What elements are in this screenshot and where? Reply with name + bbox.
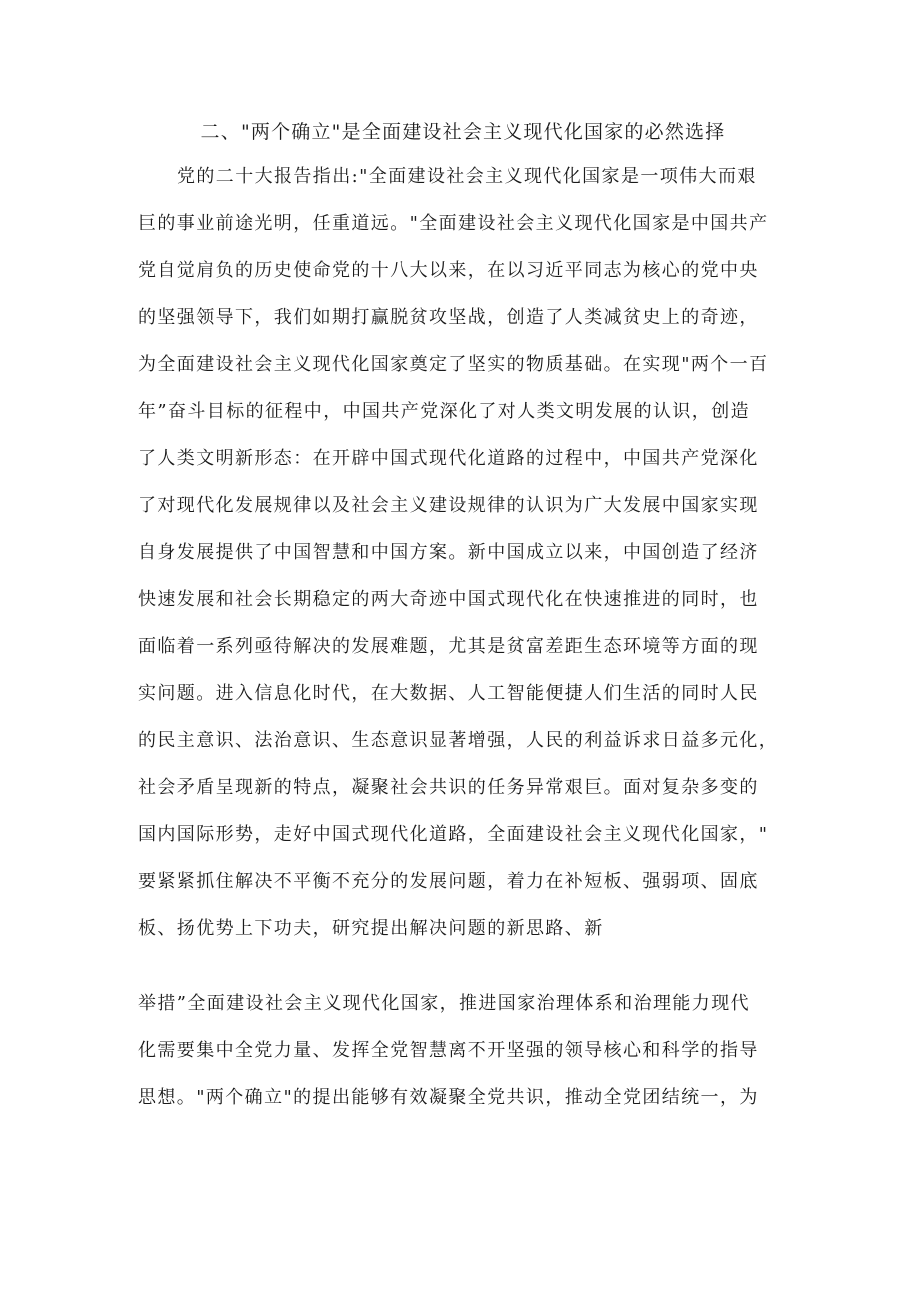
text-line: 巨的事业前途光明，任重道远。"全面建设社会主义现代化国家是中国共产 bbox=[138, 213, 769, 234]
text-line: 自身发展提供了中国智慧和中国方案。新中国成立以来，中国创造了经济 bbox=[138, 542, 759, 563]
text-line: 为全面建设社会主义现代化国家奠定了坚实的物质基础。在实现"两个一百 bbox=[138, 354, 769, 375]
text-line: 了对现代化发展规律以及社会主义建设规律的认识为广大发展中国家实现 bbox=[138, 495, 759, 516]
text-line: 的民主意识、法治意识、生态意识显著增强，人民的利益诉求日益多元化， bbox=[138, 730, 779, 751]
text-line: 年”奋斗目标的征程中，中国共产党深化了对人类文明发展的认识，创造 bbox=[138, 401, 750, 422]
text-line: 国内国际形势，走好中国式现代化道路，全面建设社会主义现代化国家，" bbox=[138, 824, 769, 845]
text-line: 了人类文明新形态：在开辟中国式现代化道路的过程中，中国共产党深化 bbox=[138, 448, 759, 469]
text-line: 党自觉肩负的历史使命党的十八大以来，在以习近平同志为核心的党中央 bbox=[138, 260, 759, 281]
text-line: 思想。"两个确立"的提出能够有效凝聚全党共识，推动全党团结统一，为 bbox=[138, 1087, 759, 1108]
text-line: 党的二十大报告指出:"全面建设社会主义现代化国家是一项伟大而艰 bbox=[177, 166, 757, 187]
section-heading: 二、"两个确立"是全面建设社会主义现代化国家的必然选择 bbox=[200, 121, 726, 143]
text-line: 实问题。进入信息化时代，在大数据、人工智能便捷人们生活的同时人民 bbox=[138, 683, 759, 704]
text-line: 快速发展和社会长期稳定的两大奇迹中国式现代化在快速推进的同时，也 bbox=[138, 589, 759, 610]
text-line: 举措”全面建设社会主义现代化国家，推进国家治理体系和治理能力现代 bbox=[138, 993, 750, 1014]
text-line: 要紧紧抓住解决不平衡不充分的发展问题，着力在补短板、强弱项、固底 bbox=[138, 871, 759, 892]
text-line: 板、扬优势上下功夫，研究提出解决问题的新思路、新 bbox=[138, 918, 604, 939]
text-line: 化需要集中全党力量、发挥全党智慧离不开坚强的领导核心和科学的指导 bbox=[138, 1040, 759, 1061]
text-line: 的坚强领导下，我们如期打赢脱贫攻坚战，创造了人类减贫史上的奇迹， bbox=[138, 307, 759, 328]
text-line: 面临着一系列亟待解决的发展难题，尤其是贫富差距生态环境等方面的现 bbox=[138, 636, 759, 657]
text-line: 社会矛盾呈现新的特点，凝聚社会共识的任务异常艰巨。面对复杂多变的 bbox=[138, 777, 759, 798]
